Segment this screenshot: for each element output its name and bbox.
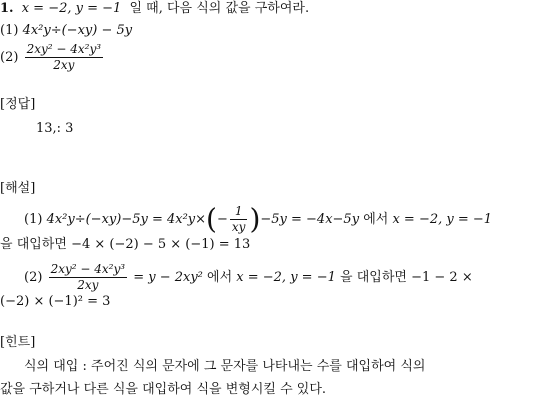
item2-fraction xyxy=(25,42,103,73)
p2-condition: x = −2, y = −1 xyxy=(236,270,336,285)
item2-label: (2) xyxy=(0,50,19,65)
hint-heading: [힌트] xyxy=(0,335,36,350)
p1-expr-a: 4x²y÷(−xy)−5y = 4x²y× xyxy=(46,212,207,227)
p2-denominator: 2xy xyxy=(77,278,99,292)
hint-line-2: 값을 구하거나 다른 식을 대입하여 식을 변형시킬 수 있다. xyxy=(0,382,327,397)
question-item-1 xyxy=(0,22,132,40)
question-condition: x = −2, y = −1 xyxy=(21,1,122,16)
item2-denominator: 2xy xyxy=(53,58,75,72)
p1-expr-b: −5y = −4x−5y xyxy=(260,212,360,227)
question-line xyxy=(0,0,309,18)
question-instruction: 일 때, 다음 식의 값을 구하여라. xyxy=(129,1,310,16)
question-number: 1. xyxy=(0,1,14,16)
explanation-heading: [해설] xyxy=(0,181,36,196)
p1-text-b: 을 대입하면 xyxy=(0,237,67,252)
explanation-p2-line2 xyxy=(0,293,110,311)
explanation-p2-line1 xyxy=(24,262,473,293)
item2-numerator: 2xy² − 4x²y³ xyxy=(26,42,102,56)
p1-condition: x = −2, y = −1 xyxy=(392,212,493,227)
explanation-p1-line1: (1) 4x²y÷(−xy)−5y = 4x²y×(− $\frac{1}{xy}$ )−5y = −4x−5y 에서 x = −2, y = −1 xyxy=(24,202,493,236)
explanation-p1-line2 xyxy=(0,236,250,254)
p1-fraction xyxy=(230,204,248,235)
p2-fraction xyxy=(49,262,127,293)
hint-line-1: 식의 대입 : 주어진 식의 문자에 그 문자를 나타내는 수를 대입하여 식의 xyxy=(24,359,426,374)
answer-heading: [정답] xyxy=(0,97,36,112)
answer-text: 13,: 3 xyxy=(36,121,74,136)
p2-result-b: (−2) × (−1)² = 3 xyxy=(0,294,111,309)
p1-label: (1) xyxy=(24,212,43,227)
p2-numerator: 2xy² − 4x²y³ xyxy=(50,262,126,276)
p2-text-a: 에서 xyxy=(207,270,233,285)
p1-frac-num: 1 xyxy=(230,204,248,220)
p2-expr: = y − 2xy² xyxy=(133,270,203,285)
p1-text-a: 에서 xyxy=(363,212,389,227)
item1-expression: 4x²y÷(−xy) − 5y xyxy=(22,23,133,38)
p1-frac-den: xy xyxy=(231,220,246,234)
p2-label: (2) xyxy=(24,270,43,285)
item1-label: (1) xyxy=(0,23,19,38)
p2-result-a: −1 − 2 × xyxy=(411,270,473,285)
p1-result: −4 × (−2) − 5 × (−1) = 13 xyxy=(71,237,251,252)
question-item-2 xyxy=(0,42,105,73)
p2-text-b: 을 대입하면 xyxy=(340,270,407,285)
